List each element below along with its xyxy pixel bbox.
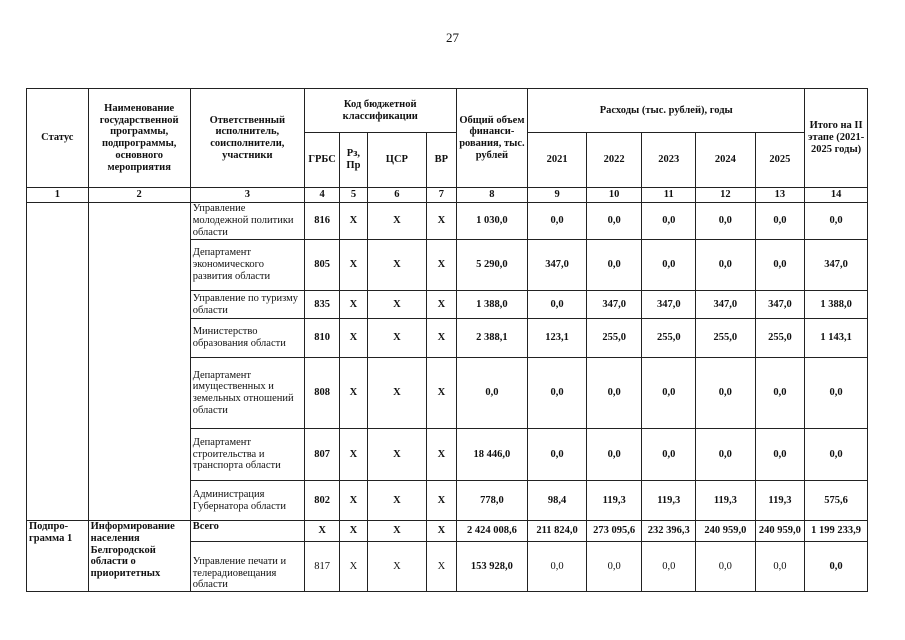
header-2025: 2025 xyxy=(755,133,805,188)
header-name: Наименование государственной программы, подпрограммы, основного мероприятия xyxy=(88,89,190,188)
rzpr-cell: Х xyxy=(340,542,367,592)
vr-cell: Х xyxy=(427,291,456,319)
csr-cell: Х xyxy=(367,291,427,319)
y2025-cell: 0,0 xyxy=(755,429,805,481)
stage-total-cell: 347,0 xyxy=(805,240,868,291)
csr-cell: Х xyxy=(367,203,427,240)
y2024-cell: 0,0 xyxy=(696,240,756,291)
y2023-cell: 0,0 xyxy=(642,240,696,291)
column-number: 3 xyxy=(190,188,304,203)
grbs-cell: 817 xyxy=(304,542,339,592)
column-number: 1 xyxy=(27,188,89,203)
y2022-cell: 0,0 xyxy=(586,358,642,429)
column-number: 10 xyxy=(586,188,642,203)
total-cell: 1 030,0 xyxy=(456,203,528,240)
executor-cell: Департамент строительства и транспорта области xyxy=(190,429,304,481)
csr-cell: Х xyxy=(367,429,427,481)
y2021-cell: 0,0 xyxy=(528,542,587,592)
column-number: 6 xyxy=(367,188,427,203)
grbs-cell: 805 xyxy=(304,240,339,291)
executor-cell: Всего xyxy=(190,521,304,542)
header-2021: 2021 xyxy=(528,133,587,188)
header-vr: ВР xyxy=(427,133,456,188)
executor-cell: Управление по туризму области xyxy=(190,291,304,319)
grbs-cell: 807 xyxy=(304,429,339,481)
subprogram-status: Подпро-грамма 1 xyxy=(27,521,89,592)
header-2023: 2023 xyxy=(642,133,696,188)
table-row xyxy=(27,203,868,240)
y2022-cell: 347,0 xyxy=(586,291,642,319)
y2021-cell: 123,1 xyxy=(528,319,587,358)
column-number: 14 xyxy=(805,188,868,203)
stage-total-cell: 0,0 xyxy=(805,542,868,592)
vr-cell: Х xyxy=(427,481,456,521)
stage-total-cell: 0,0 xyxy=(805,429,868,481)
header-grbs: ГРБС xyxy=(304,133,339,188)
y2025-cell: 255,0 xyxy=(755,319,805,358)
rzpr-cell: Х xyxy=(340,291,367,319)
csr-cell: Х xyxy=(367,319,427,358)
grbs-cell: 816 xyxy=(304,203,339,240)
grbs-cell: 802 xyxy=(304,481,339,521)
vr-cell: Х xyxy=(427,429,456,481)
total-cell: 778,0 xyxy=(456,481,528,521)
y2024-cell: 240 959,0 xyxy=(696,521,756,542)
column-number: 12 xyxy=(696,188,756,203)
executor-cell: Администрация Губернатора области xyxy=(190,481,304,521)
executor-cell: Департамент имущественных и земельных отношений области xyxy=(190,358,304,429)
y2021-cell: 0,0 xyxy=(528,429,587,481)
column-number: 5 xyxy=(340,188,367,203)
column-number: 8 xyxy=(456,188,528,203)
y2021-cell: 347,0 xyxy=(528,240,587,291)
header-budget-code: Код бюджетной классификации xyxy=(304,89,456,133)
rzpr-cell: Х xyxy=(340,358,367,429)
stage-total-cell: 1 388,0 xyxy=(805,291,868,319)
y2023-cell: 255,0 xyxy=(642,319,696,358)
stage-total-cell: 0,0 xyxy=(805,358,868,429)
total-cell: 153 928,0 xyxy=(456,542,528,592)
header-status: Статус xyxy=(27,89,89,188)
y2025-cell: 347,0 xyxy=(755,291,805,319)
y2024-cell: 0,0 xyxy=(696,429,756,481)
rzpr-cell: Х xyxy=(340,521,367,542)
y2023-cell: 347,0 xyxy=(642,291,696,319)
y2025-cell: 0,0 xyxy=(755,542,805,592)
header-executor: Ответственный исполнитель, соисполнители, участники xyxy=(190,89,304,188)
header-row-1 xyxy=(27,89,868,133)
y2022-cell: 0,0 xyxy=(586,542,642,592)
vr-cell: Х xyxy=(427,358,456,429)
header-rzpr: Рз, Пр xyxy=(340,133,367,188)
total-cell: 5 290,0 xyxy=(456,240,528,291)
name-cell-empty xyxy=(88,203,190,521)
csr-cell: Х xyxy=(367,521,427,542)
column-number-row xyxy=(27,188,868,203)
y2025-cell: 119,3 xyxy=(755,481,805,521)
y2023-cell: 0,0 xyxy=(642,358,696,429)
vr-cell: Х xyxy=(427,542,456,592)
subprogram-total-row xyxy=(27,521,868,542)
header-total-volume: Общий объем финанси-рования, тыс. рублей xyxy=(456,89,528,188)
rzpr-cell: Х xyxy=(340,319,367,358)
budget-table xyxy=(26,88,868,592)
header-csr: ЦСР xyxy=(367,133,427,188)
y2022-cell: 0,0 xyxy=(586,240,642,291)
y2021-cell: 0,0 xyxy=(528,203,587,240)
column-number: 13 xyxy=(755,188,805,203)
executor-cell: Управление печати и телерадиовещания области xyxy=(190,542,304,592)
total-cell: 0,0 xyxy=(456,358,528,429)
y2024-cell: 0,0 xyxy=(696,542,756,592)
header-stage-total: Итого на II этапе (2021-2025 годы) xyxy=(805,89,868,188)
y2022-cell: 0,0 xyxy=(586,429,642,481)
y2023-cell: 0,0 xyxy=(642,429,696,481)
column-number: 11 xyxy=(642,188,696,203)
csr-cell: Х xyxy=(367,542,427,592)
total-cell: 2 388,1 xyxy=(456,319,528,358)
y2025-cell: 240 959,0 xyxy=(755,521,805,542)
y2025-cell: 0,0 xyxy=(755,203,805,240)
y2022-cell: 255,0 xyxy=(586,319,642,358)
y2023-cell: 0,0 xyxy=(642,203,696,240)
y2024-cell: 0,0 xyxy=(696,203,756,240)
y2023-cell: 0,0 xyxy=(642,542,696,592)
executor-cell: Управление молодежной политики области xyxy=(190,203,304,240)
vr-cell: Х xyxy=(427,521,456,542)
stage-total-cell: 1 199 233,9 xyxy=(805,521,868,542)
column-number: 9 xyxy=(528,188,587,203)
rzpr-cell: Х xyxy=(340,240,367,291)
total-cell: 2 424 008,6 xyxy=(456,521,528,542)
executor-cell: Министерство образования области xyxy=(190,319,304,358)
csr-cell: Х xyxy=(367,481,427,521)
csr-cell: Х xyxy=(367,240,427,291)
y2021-cell: 211 824,0 xyxy=(528,521,587,542)
y2025-cell: 0,0 xyxy=(755,240,805,291)
y2023-cell: 119,3 xyxy=(642,481,696,521)
column-number: 4 xyxy=(304,188,339,203)
header-2024: 2024 xyxy=(696,133,756,188)
executor-cell: Департамент экономического развития области xyxy=(190,240,304,291)
y2021-cell: 0,0 xyxy=(528,291,587,319)
total-cell: 18 446,0 xyxy=(456,429,528,481)
y2024-cell: 255,0 xyxy=(696,319,756,358)
csr-cell: Х xyxy=(367,358,427,429)
header-expenses: Расходы (тыс. рублей), годы xyxy=(528,89,805,133)
rzpr-cell: Х xyxy=(340,481,367,521)
page-number: 27 xyxy=(446,30,459,45)
status-cell-empty xyxy=(27,203,89,521)
y2022-cell: 0,0 xyxy=(586,203,642,240)
stage-total-cell: 1 143,1 xyxy=(805,319,868,358)
header-2022: 2022 xyxy=(586,133,642,188)
y2022-cell: 119,3 xyxy=(586,481,642,521)
y2025-cell: 0,0 xyxy=(755,358,805,429)
y2024-cell: 347,0 xyxy=(696,291,756,319)
total-cell: 1 388,0 xyxy=(456,291,528,319)
grbs-cell: 808 xyxy=(304,358,339,429)
grbs-cell: 835 xyxy=(304,291,339,319)
column-number: 7 xyxy=(427,188,456,203)
column-number: 2 xyxy=(88,188,190,203)
vr-cell: Х xyxy=(427,203,456,240)
y2024-cell: 0,0 xyxy=(696,358,756,429)
stage-total-cell: 0,0 xyxy=(805,203,868,240)
stage-total-cell: 575,6 xyxy=(805,481,868,521)
y2021-cell: 98,4 xyxy=(528,481,587,521)
vr-cell: Х xyxy=(427,319,456,358)
rzpr-cell: Х xyxy=(340,203,367,240)
y2023-cell: 232 396,3 xyxy=(642,521,696,542)
subprogram-name: Информирование населения Белгородской области о приоритетных xyxy=(88,521,190,592)
vr-cell: Х xyxy=(427,240,456,291)
y2024-cell: 119,3 xyxy=(696,481,756,521)
y2021-cell: 0,0 xyxy=(528,358,587,429)
grbs-cell: 810 xyxy=(304,319,339,358)
rzpr-cell: Х xyxy=(340,429,367,481)
y2022-cell: 273 095,6 xyxy=(586,521,642,542)
grbs-cell: Х xyxy=(304,521,339,542)
